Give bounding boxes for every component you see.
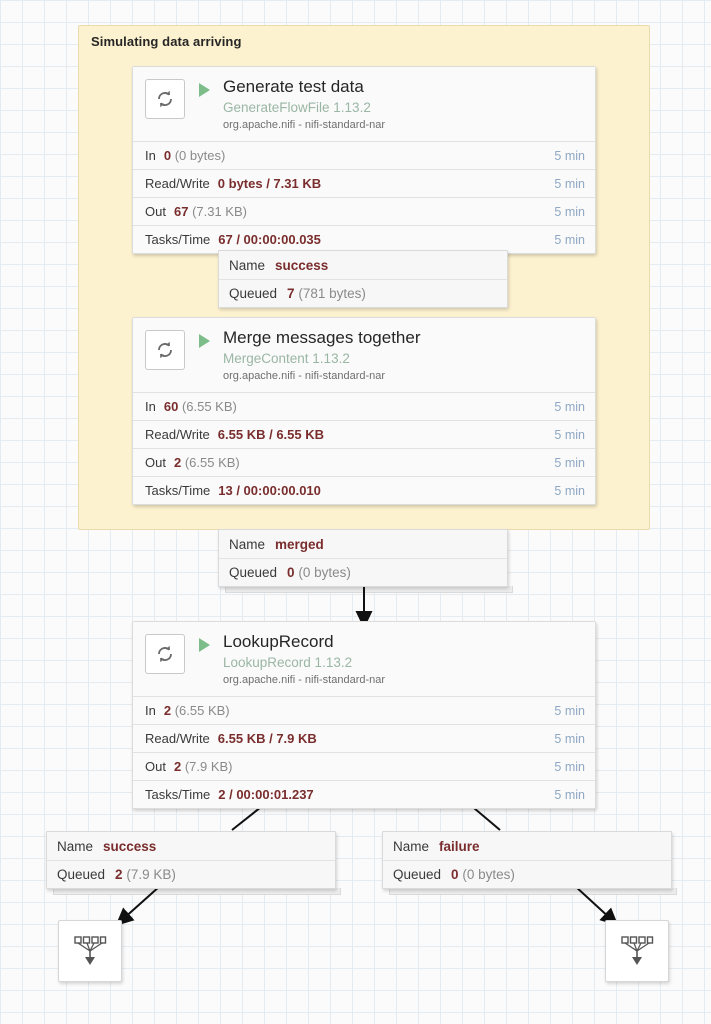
stat-time: 5 min	[554, 399, 585, 414]
processor-bundle: org.apache.nifi - nifi-standard-nar	[223, 370, 386, 382]
stat-secondary: (0 bytes)	[174, 148, 226, 163]
stat-value: 2 / 00:00:01.237	[218, 787, 314, 802]
connection-name-row	[219, 251, 507, 279]
connection-queued-label: Queued	[229, 565, 278, 580]
connection-name-label: Name	[57, 838, 94, 854]
stat-row-out	[133, 197, 595, 225]
stat-time: 5 min	[554, 483, 585, 498]
stat-label: Tasks/Time	[145, 232, 211, 247]
stat-label: Read/Write	[145, 427, 210, 442]
stat-secondary: (7.31 KB)	[192, 204, 247, 219]
connection-queued-label: Queued	[229, 286, 278, 301]
connection-name-row	[219, 530, 507, 558]
connection-queued-row	[219, 558, 507, 586]
stat-value: 6.55 KB / 6.55 KB	[217, 427, 325, 442]
connection-queued-label: Queued	[57, 867, 106, 882]
connection-queued-value: 0 (0 bytes)	[451, 867, 515, 882]
connection-stack-shadow	[389, 888, 677, 895]
stat-row-read-write	[133, 420, 595, 448]
stat-primary: 0	[163, 148, 172, 163]
run-status-play-icon	[193, 334, 215, 348]
stat-value: 13 / 00:00:00.010	[218, 483, 321, 498]
processor-name: LookupRecord	[223, 632, 334, 651]
connection-queued-row	[219, 279, 507, 307]
stat-row-tasks-time	[133, 780, 595, 808]
stat-value: 6.55 KB / 7.9 KB	[217, 731, 317, 746]
processor-name: Generate test data	[223, 77, 364, 96]
connection-failure[interactable]	[382, 831, 672, 889]
stat-label: Read/Write	[145, 731, 210, 746]
connection-queued-row	[383, 860, 671, 888]
stat-value	[218, 232, 554, 247]
connection-queued-value: 2 (7.9 KB)	[115, 867, 176, 882]
connection-name-value: success	[103, 838, 157, 854]
stat-label: Out	[145, 204, 166, 219]
process-group-title: Simulating data arriving	[91, 34, 242, 49]
stat-row-in	[133, 141, 595, 169]
stat-time: 5 min	[554, 204, 585, 219]
stat-label: Tasks/Time	[145, 483, 211, 498]
stat-row-in	[133, 696, 595, 724]
stat-time: 5 min	[554, 176, 585, 191]
connection-stack-shadow	[53, 888, 341, 895]
connection-name-row	[47, 832, 335, 860]
connection-queued-value: 7 (781 bytes)	[287, 286, 366, 301]
stat-label: In	[145, 703, 156, 718]
stat-time: 5 min	[554, 787, 585, 802]
processor-icon	[145, 79, 185, 119]
connection-queued-row	[47, 860, 335, 888]
stat-time: 5 min	[554, 703, 585, 718]
stat-label: Out	[145, 759, 166, 774]
stat-row-read-write	[133, 724, 595, 752]
stat-value: 2 (6.55 KB)	[173, 455, 240, 470]
stat-value: 2 (6.55 KB)	[163, 703, 230, 718]
stat-label: Read/Write	[145, 176, 210, 191]
stat-row-out	[133, 752, 595, 780]
run-status-play-icon	[193, 638, 215, 652]
stat-label: Out	[145, 455, 166, 470]
stat-row-read-write	[133, 169, 595, 197]
funnel-right[interactable]	[605, 920, 669, 982]
processor-type: LookupRecord 1.13.2	[223, 655, 353, 670]
stat-row-tasks-time	[133, 225, 595, 253]
funnel-icon	[618, 934, 656, 968]
stat-value	[174, 204, 554, 219]
funnel-left[interactable]	[58, 920, 122, 982]
processor-type: GenerateFlowFile 1.13.2	[223, 100, 371, 115]
stat-value: 2 (7.9 KB)	[173, 759, 233, 774]
stat-label: In	[145, 148, 156, 163]
connection-queued-value: 0 (0 bytes)	[287, 565, 351, 580]
stat-primary: 67	[173, 204, 189, 219]
stat-primary: 67 / 00:00:00.035	[218, 232, 321, 247]
stat-row-out	[133, 448, 595, 476]
processor-generate-test-data[interactable]	[132, 66, 596, 254]
funnel-icon	[71, 934, 109, 968]
connection-success-2[interactable]	[46, 831, 336, 889]
processor-header	[133, 67, 595, 141]
connection-name-label: Name	[229, 257, 266, 273]
stat-value	[164, 148, 555, 163]
stat-row-in	[133, 392, 595, 420]
processor-icon	[145, 634, 185, 674]
connection-name-row	[383, 832, 671, 860]
processor-lookuprecord[interactable]	[132, 621, 596, 809]
processor-header	[133, 622, 595, 696]
connection-success-1[interactable]	[218, 250, 508, 308]
processor-bundle: org.apache.nifi - nifi-standard-nar	[223, 119, 386, 131]
processor-merge-messages-together[interactable]	[132, 317, 596, 505]
processor-icon	[145, 330, 185, 370]
stat-time: 5 min	[554, 455, 585, 470]
stat-row-tasks-time	[133, 476, 595, 504]
stat-label: In	[145, 399, 156, 414]
connection-name-value: success	[275, 257, 329, 273]
connection-merged[interactable]	[218, 529, 508, 587]
stat-primary: 0 bytes / 7.31 KB	[217, 176, 322, 191]
processor-type: MergeContent 1.13.2	[223, 351, 350, 366]
connection-queued-label: Queued	[393, 867, 442, 882]
stat-time: 5 min	[554, 427, 585, 442]
connection-name-value: merged	[275, 536, 324, 552]
connection-stack-shadow	[225, 586, 513, 593]
run-status-play-icon	[193, 83, 215, 97]
connection-name-label: Name	[393, 838, 430, 854]
stat-value	[218, 176, 555, 191]
processor-header	[133, 318, 595, 392]
stat-label: Tasks/Time	[145, 787, 211, 802]
stat-time: 5 min	[554, 759, 585, 774]
connection-name-value: failure	[439, 838, 480, 854]
stat-time: 5 min	[554, 731, 585, 746]
processor-name: Merge messages together	[223, 328, 421, 347]
stat-time: 5 min	[554, 232, 585, 247]
stat-time: 5 min	[554, 148, 585, 163]
stat-value: 60 (6.55 KB)	[163, 399, 237, 414]
connection-name-label: Name	[229, 536, 266, 552]
processor-bundle: org.apache.nifi - nifi-standard-nar	[223, 674, 386, 686]
